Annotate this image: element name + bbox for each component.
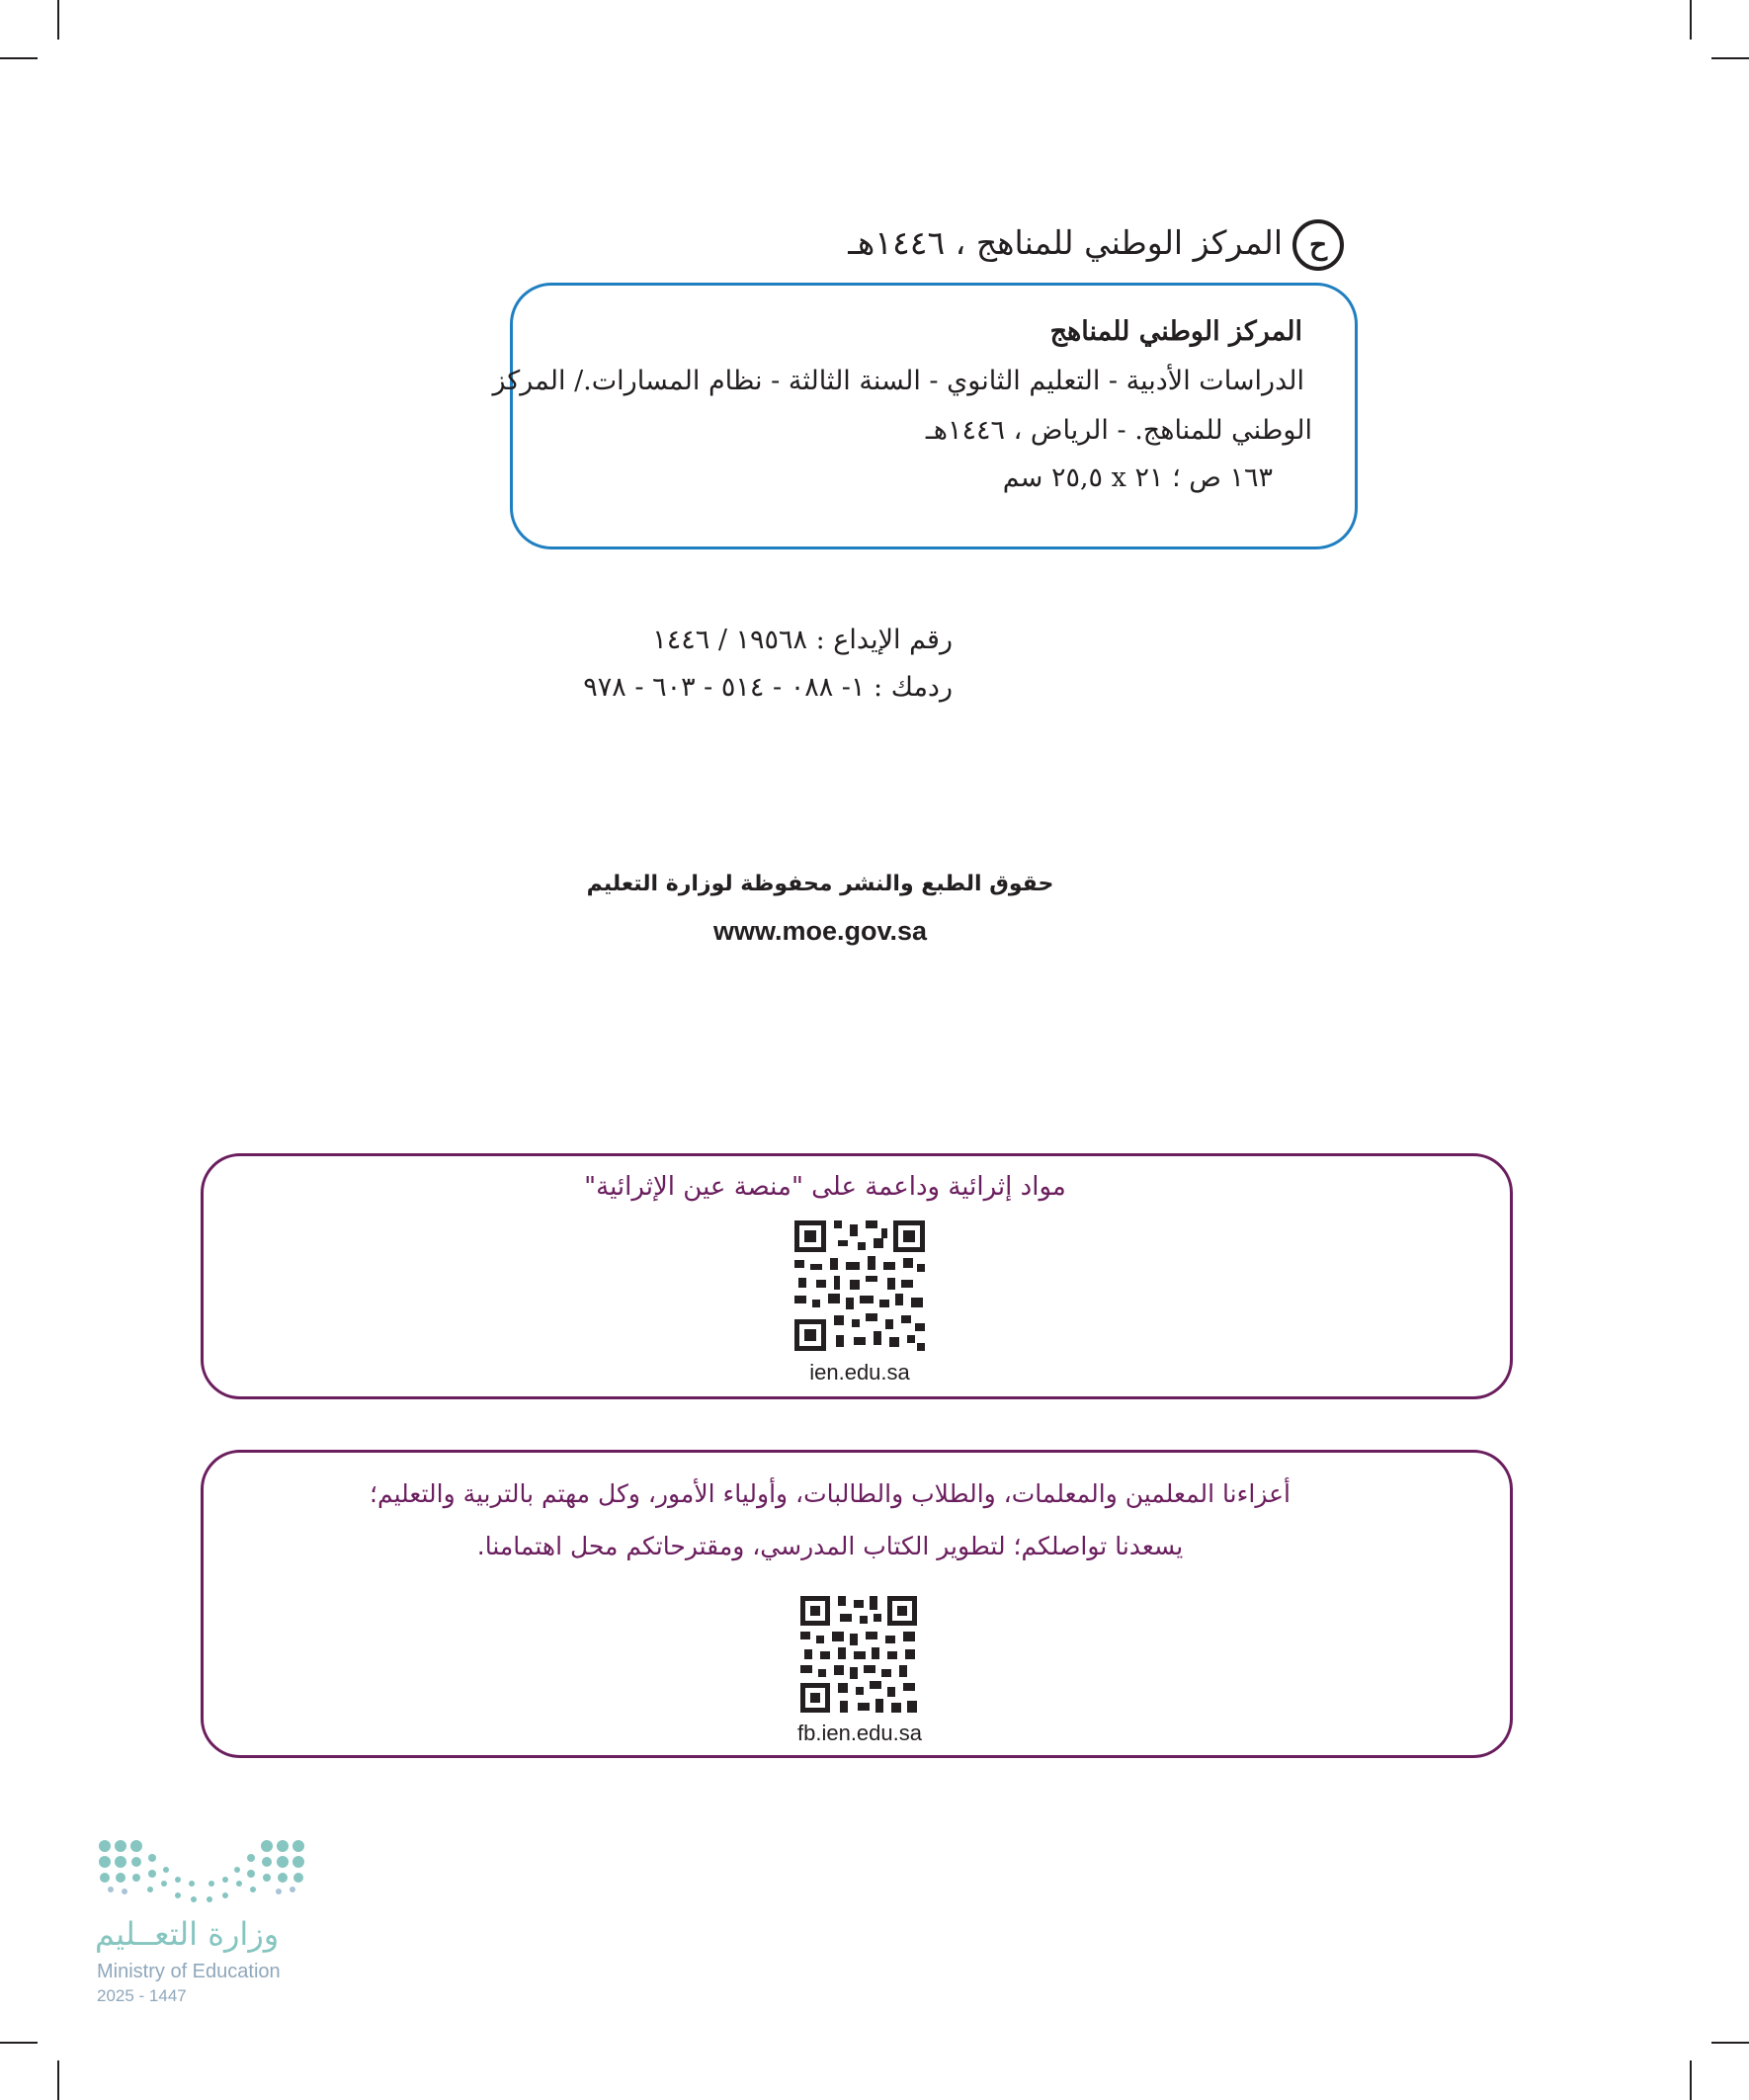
- catalog-line-3: ١٦٣ ص ؛ ٢١ x ٢٥,٥ سم: [1002, 462, 1273, 493]
- feedback-qr-code[interactable]: [800, 1596, 917, 1713]
- ministry-year: 2025 - 1447: [97, 1986, 187, 2005]
- moe-website-link[interactable]: www.moe.gov.sa: [712, 916, 928, 946]
- ministry-arabic-name: وزارة التعــليم: [95, 1915, 280, 1953]
- enrichment-url[interactable]: ien.edu.sa: [809, 1360, 910, 1385]
- isbn-number: ردمك : ١- ٠٨٨ - ٥١٤ - ٦٠٣ - ٩٧٨: [583, 672, 953, 703]
- crop-mark-br-v: [1690, 2060, 1692, 2100]
- crop-mark-bl-h: [0, 2042, 38, 2044]
- copyright-text: المركز الوطني للمناهج ، ١٤٤٦هـ: [848, 223, 1283, 262]
- crop-mark-bl-v: [57, 2060, 59, 2100]
- enrichment-title: مواد إثرائية وداعمة على "منصة عين الإثرائية": [584, 1172, 1066, 1202]
- rights-notice: حقوق الطبع والنشر محفوظة لوزارة التعليم: [586, 872, 1054, 896]
- crop-mark-tr-v: [1690, 0, 1692, 40]
- enrichment-qr-code[interactable]: [794, 1220, 925, 1351]
- feedback-url[interactable]: fb.ien.edu.sa: [797, 1721, 922, 1745]
- crop-mark-tl-v: [57, 0, 59, 40]
- catalog-line-2: الوطني للمناهج. - الرياض ، ١٤٤٦هـ: [925, 415, 1312, 446]
- crop-mark-br-h: [1711, 2042, 1749, 2044]
- crop-mark-tr-h: [1711, 57, 1749, 59]
- crop-mark-tl-h: [0, 57, 38, 59]
- copyright-symbol: ح: [1292, 219, 1344, 271]
- copyright-line: [848, 219, 1344, 271]
- feedback-line-2: يسعدنا تواصلكم؛ لتطوير الكتاب المدرسي، ومقترحاتكم محل اهتمامنا.: [476, 1532, 1184, 1560]
- deposit-number: رقم الإيداع : ١٩٥٦٨ / ١٤٤٦: [652, 625, 953, 655]
- feedback-line-1: أعزاءنا المعلمين والمعلمات، والطلاب والطالبات، وأولياء الأمور، وكل مهتم بالتربية والتعليم؛: [370, 1479, 1291, 1508]
- ministry-english-name: Ministry of Education: [97, 1961, 281, 1982]
- catalog-line-1: الدراسات الأدبية - التعليم الثانوي - السنة الثالثة - نظام المسارات./ المركز: [492, 366, 1304, 396]
- catalog-heading: المركز الوطني للمناهج: [1049, 316, 1302, 347]
